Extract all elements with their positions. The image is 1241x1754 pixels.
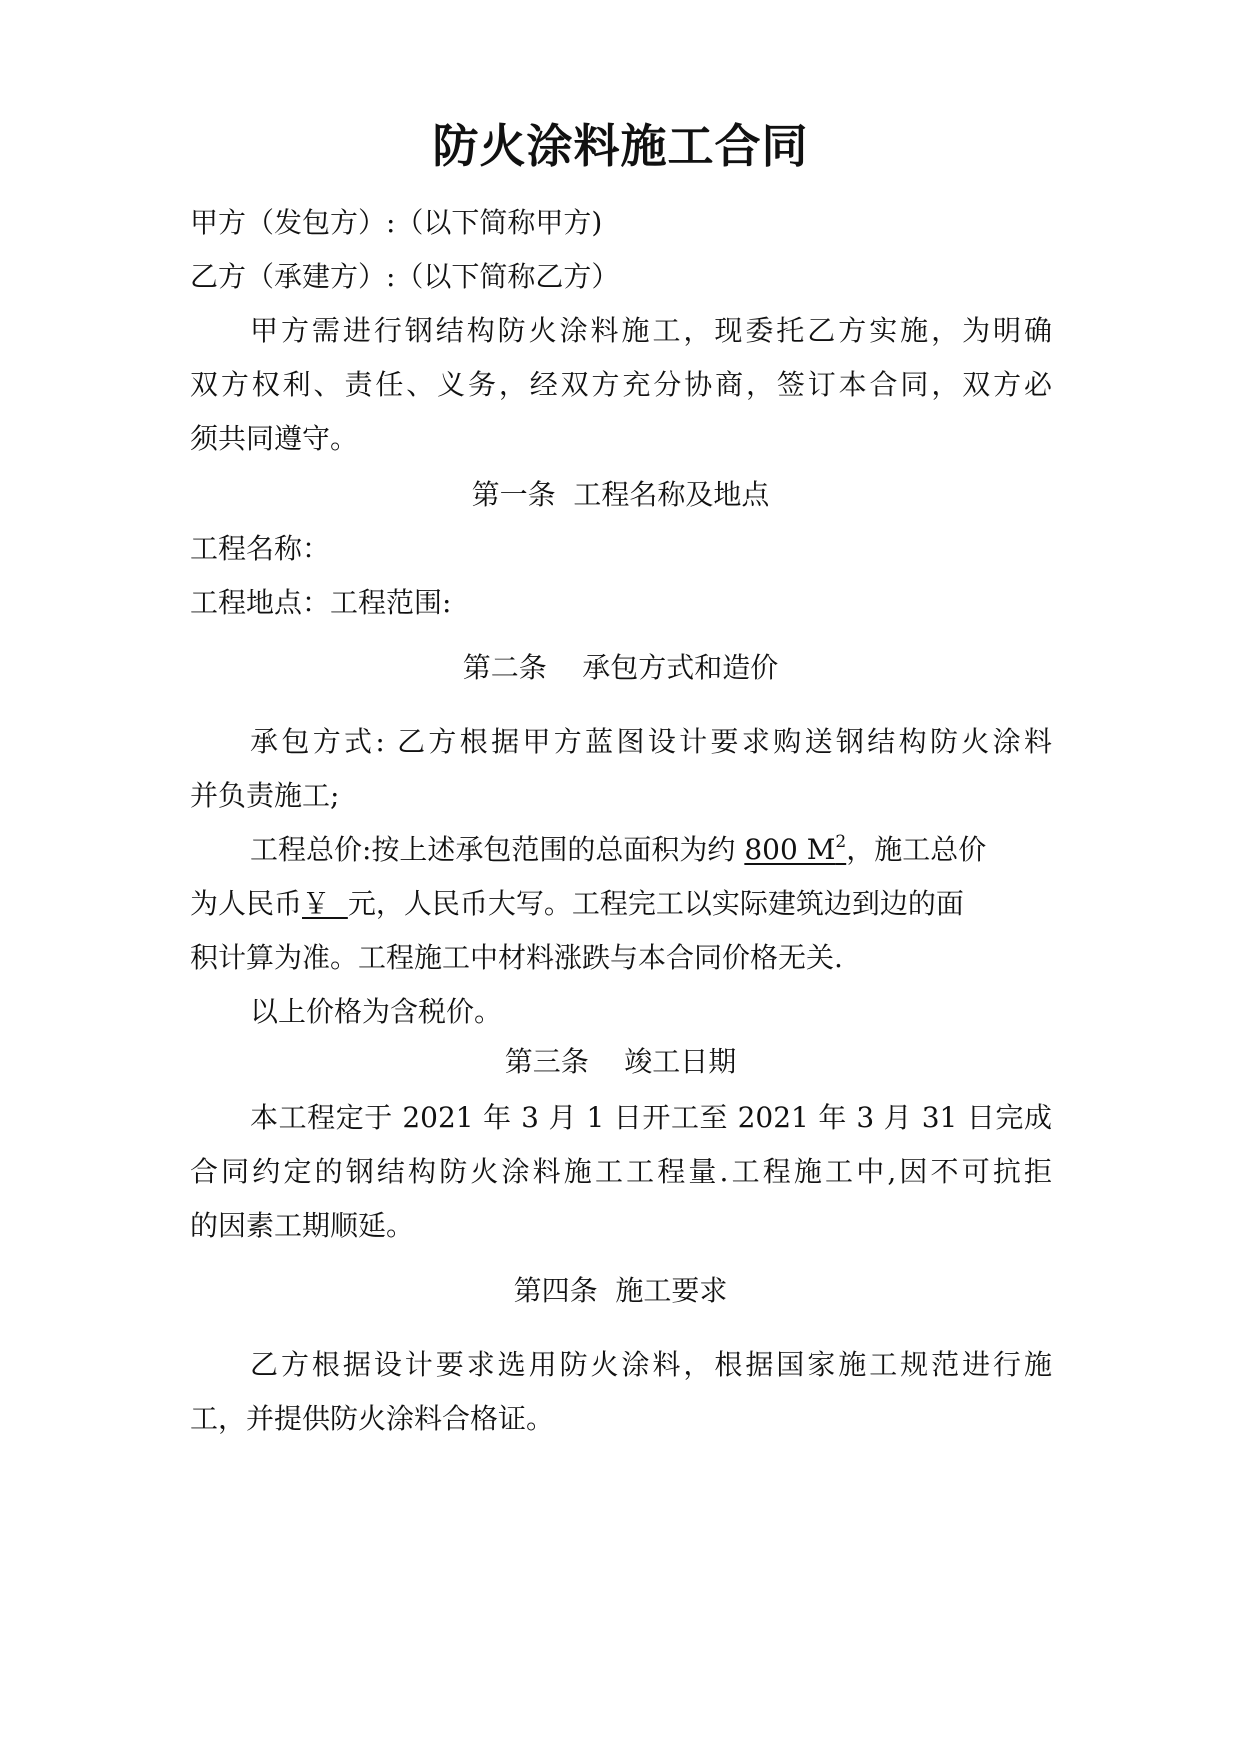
article-1-heading: 第一条 工程名称及地点 [471, 478, 770, 511]
article-3-heading: 第三条 竣工日期 [504, 1045, 737, 1078]
area-superscript: 2 [835, 831, 847, 852]
contract-title: 防火涂料施工合同 [432, 119, 809, 173]
party-b-line: 乙方（承建方）:（以下简称乙方） [190, 260, 620, 293]
party-a-line: 甲方（发包方）:（以下简称甲方) [190, 206, 603, 239]
total-price-line-2 [190, 884, 1052, 924]
contract-method-line-1: 承包方式: 乙方根据甲方蓝图设计要求购送钢结构防火涂料 [250, 725, 1052, 758]
project-location-label: 工程地点：工程范围: [190, 586, 452, 619]
intro-line-2: 双方权利、责任、义务，经双方充分协商，签订本合同，双方必 [190, 368, 1052, 401]
requirements-line-1: 乙方根据设计要求选用防火涂料，根据国家施工规范进行施 [250, 1348, 1052, 1381]
rmb-amount-blank: ￥ [302, 887, 348, 920]
rmb-suffix: 元，人民币大写。工程完工以实际建筑边到边的面 [347, 887, 964, 920]
requirements-line-2: 工，并提供防火涂料合格证。 [190, 1402, 555, 1435]
article-4-heading: 第四条 施工要求 [513, 1274, 728, 1307]
schedule-line-1: 本工程定于 2021 年 3 月 1 日开工至 2021 年 3 月 31 日完成 [250, 1101, 1052, 1134]
tax-note: 以上价格为含税价。 [250, 995, 503, 1028]
schedule-line-2: 合同约定的钢结构防火涂料施工工程量.工程施工中,因不可抗拒 [190, 1155, 1052, 1188]
contract-method-line-2: 并负责施工; [190, 779, 340, 812]
area-number: 800 M [744, 833, 836, 866]
project-name-label: 工程名称： [190, 532, 331, 565]
area-value [744, 833, 846, 866]
article-2-heading: 第二条 承包方式和造价 [462, 651, 779, 684]
rmb-prefix: 为人民币 [190, 887, 303, 920]
price-suffix: ，施工总价 [846, 833, 987, 866]
total-price-line-3: 积计算为准。工程施工中材料涨跌与本合同价格无关. [190, 941, 843, 974]
schedule-line-3: 的因素工期顺延。 [190, 1209, 415, 1242]
total-price-line-1 [250, 830, 1052, 870]
intro-line-1: 甲方需进行钢结构防火涂料施工，现委托乙方实施，为明确 [250, 314, 1052, 347]
intro-line-3: 须共同遵守。 [190, 422, 359, 455]
price-prefix: 工程总价:按上述承包范围的总面积为约 [250, 833, 736, 866]
